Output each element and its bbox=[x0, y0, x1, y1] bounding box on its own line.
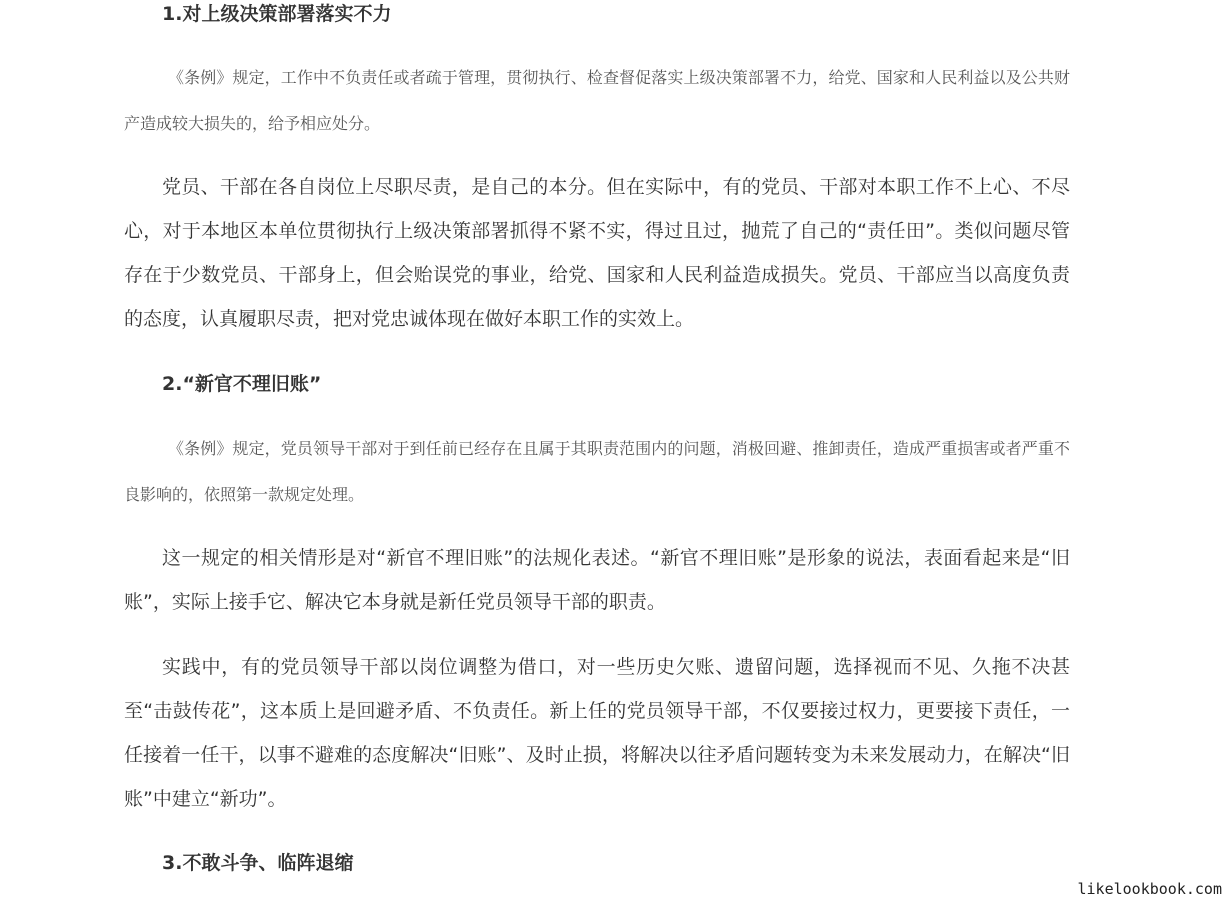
regulation-quote-2: 《条例》规定，党员领导干部对于到任前已经存在且属于其职责范围内的问题，消极回避、推卸责任，造成严重损害或者严重不良影响的，依照第一款规定处理。 bbox=[124, 439, 1070, 504]
section-heading-3: 3.不敢斗争、临阵退缩 bbox=[162, 852, 354, 874]
section-heading-1: 1.对上级决策部署落实不力 bbox=[162, 3, 392, 25]
watermark-text: likelookbook.com bbox=[1074, 878, 1222, 900]
body-paragraph-3: 实践中，有的党员领导干部以岗位调整为借口，对一些历史欠账、遗留问题，选择视而不见、久拖不决甚至“击鼓传花”，这本质上是回避矛盾、不负责任。新上任的党员领导干部，不仅要接过权力，更要接下责任，一任接着一任干，以事不避难的态度解决“旧账”、及时止损，将解决以往矛盾问题转变为未来发展动力，在解决“旧账”中建立“新功”。 bbox=[124, 656, 1070, 810]
section-heading-2: 2.“新官不理旧账” bbox=[162, 373, 322, 395]
body-paragraph-1: 党员、干部在各自岗位上尽职尽责，是自己的本分。但在实际中，有的党员、干部对本职工作不上心、不尽心，对于本地区本单位贯彻执行上级决策部署抓得不紧不实，得过且过，抛荒了自己的“责任田”。类似问题尽管存在于少数党员、干部身上，但会贻误党的事业，给党、国家和人民利益造成损失。党员、干部应当以高度负责的态度，认真履职尽责，把对党忠诚体现在做好本职工作的实效上。 bbox=[124, 176, 1070, 330]
regulation-quote-1: 《条例》规定，工作中不负责任或者疏于管理，贯彻执行、检查督促落实上级决策部署不力，给党、国家和人民利益以及公共财产造成较大损失的，给予相应处分。 bbox=[124, 68, 1070, 133]
body-paragraph-2: 这一规定的相关情形是对“新官不理旧账”的法规化表述。“新官不理旧账”是形象的说法，表面看起来是“旧账”，实际上接手它、解决它本身就是新任党员领导干部的职责。 bbox=[124, 547, 1070, 613]
